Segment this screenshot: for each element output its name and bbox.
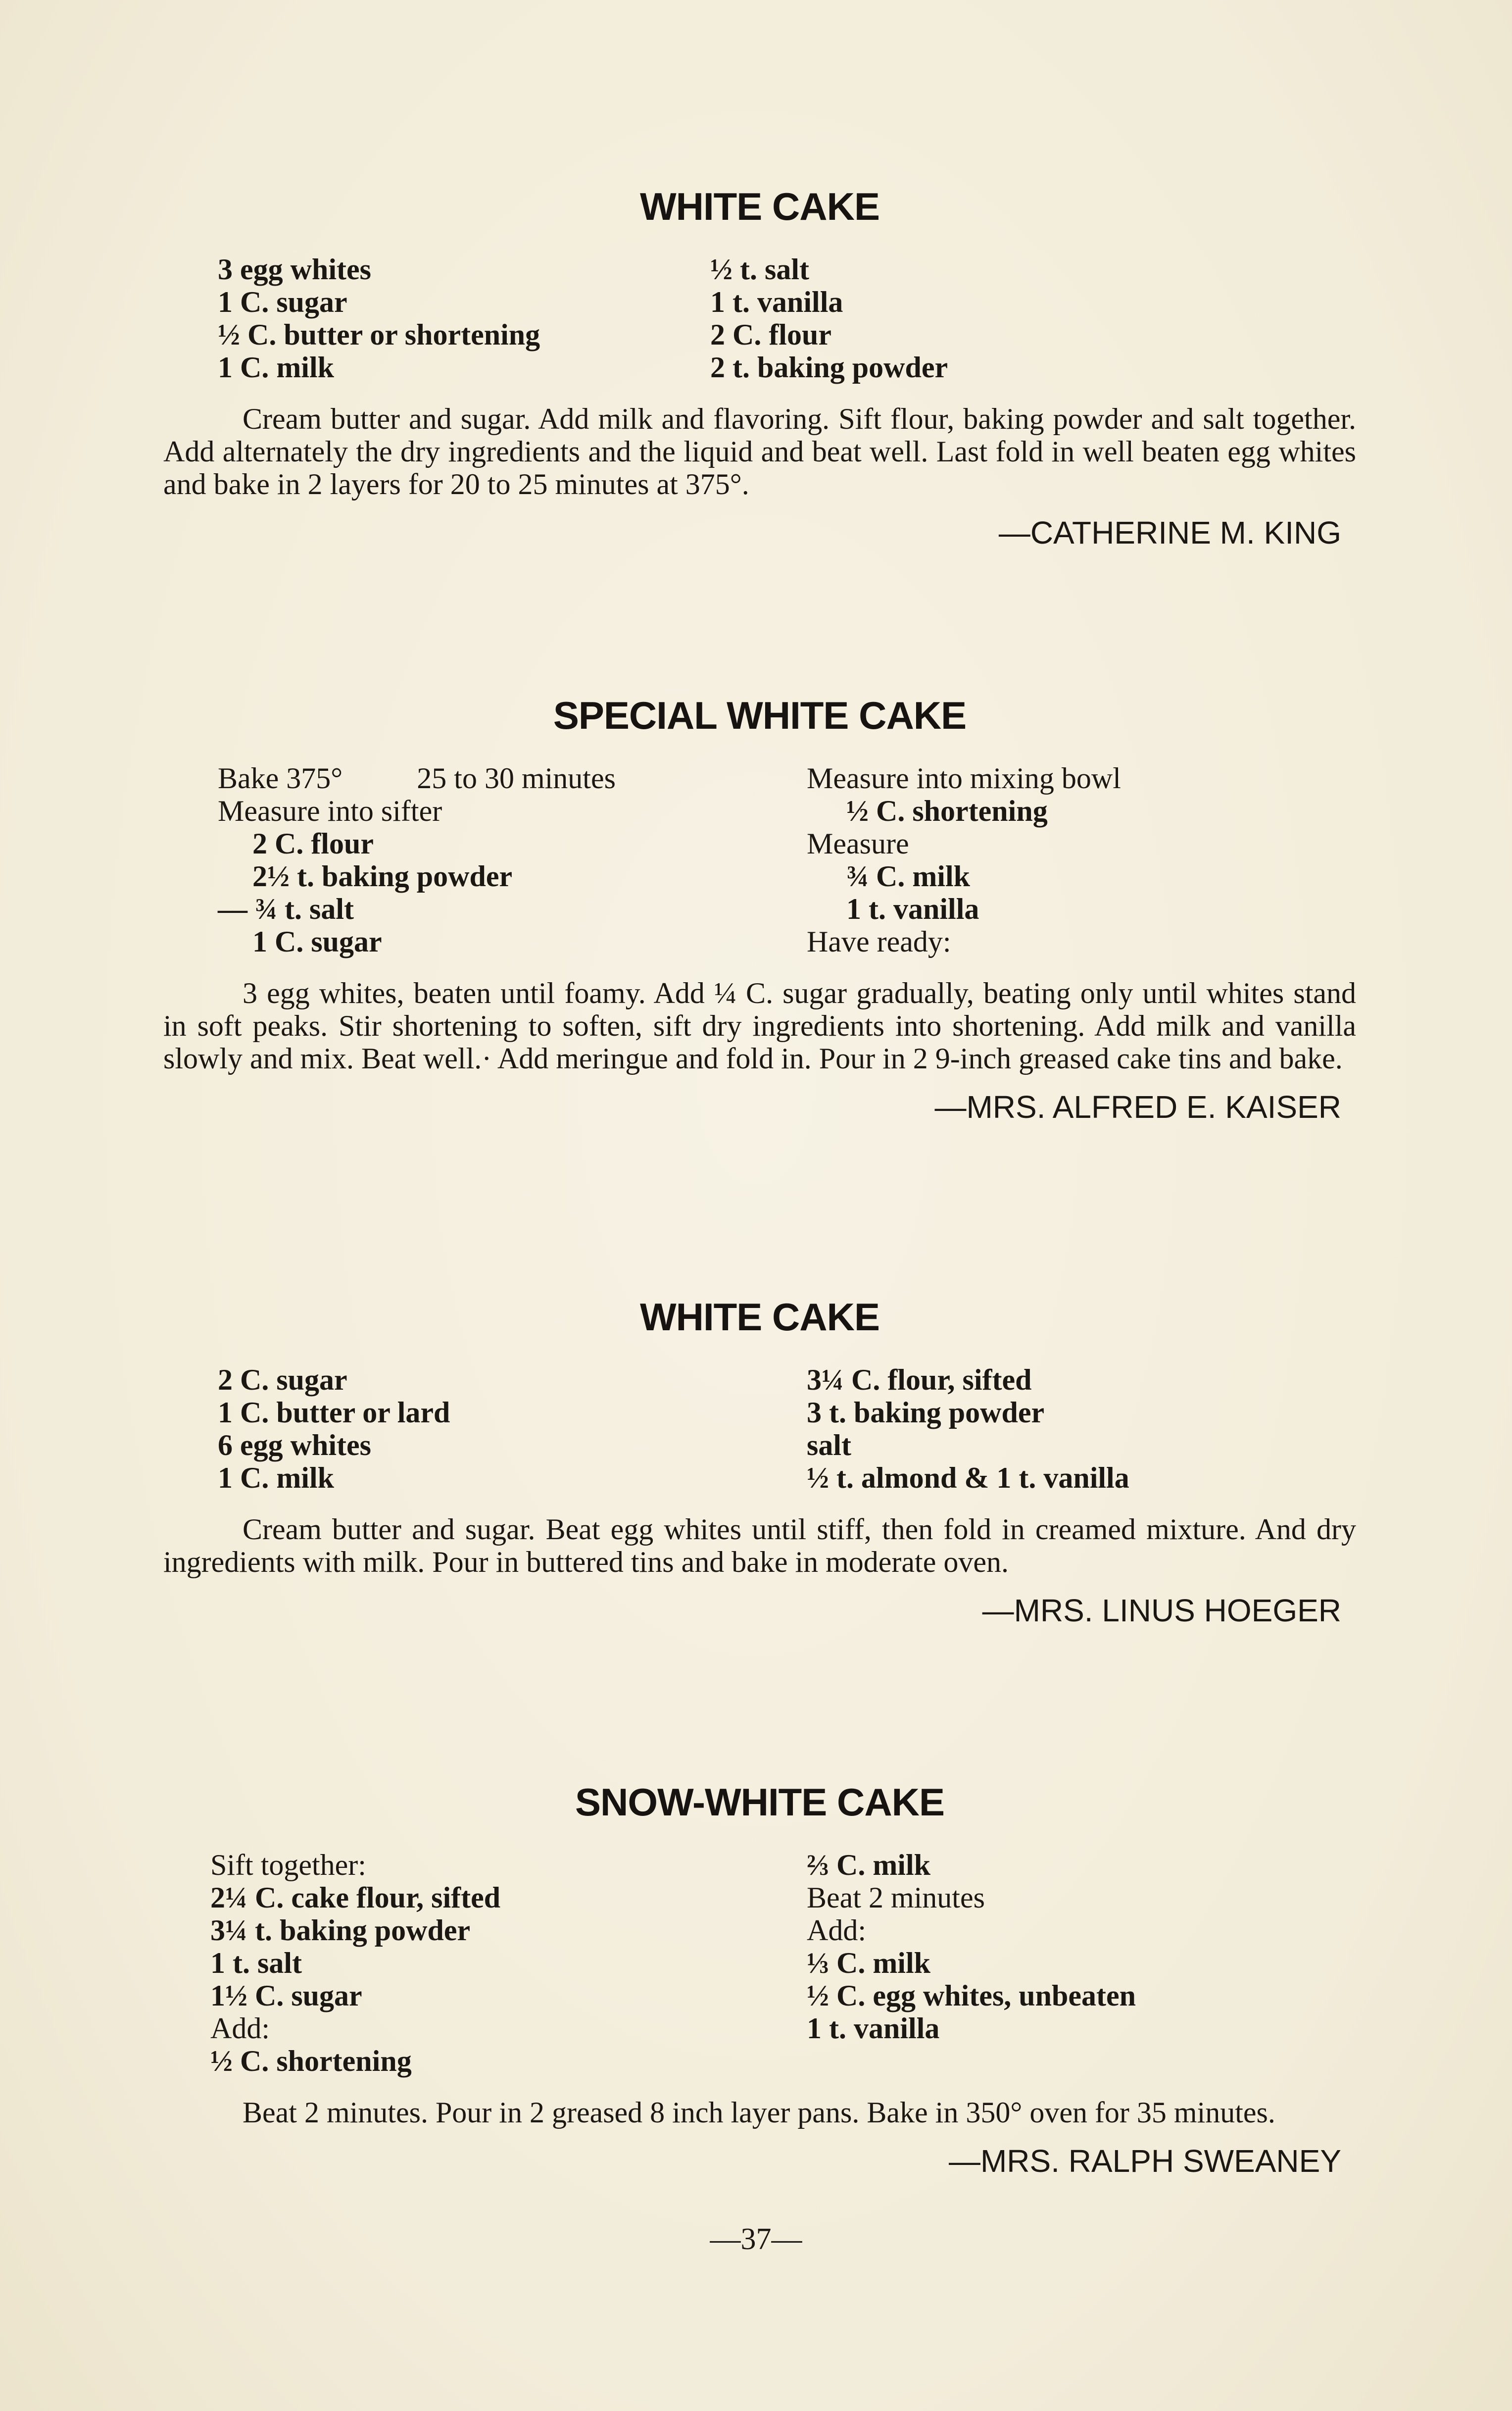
recipe-author: —MRS. RALPH SWEANEY bbox=[948, 2143, 1341, 2179]
ingredient-heading: Measure bbox=[807, 827, 909, 860]
ingredient-item: 1 C. butter or lard bbox=[218, 1396, 450, 1429]
recipe-directions: Cream butter and sugar. Beat egg whites until stiff, then fold in creamed mixture. And dry ingredients with milk. Pour in buttered tins and bake in moderate oven. bbox=[163, 1513, 1356, 1578]
ingredient-item: 1 t. vanilla bbox=[710, 286, 843, 318]
ingredient-item: 1 C. milk bbox=[218, 1461, 335, 1494]
ingredient-item: ½ t. salt bbox=[710, 253, 809, 286]
ingredient-item: 6 egg whites bbox=[218, 1429, 371, 1461]
recipe-title: SPECIAL WHITE CAKE bbox=[553, 694, 967, 737]
ingredient-item: 3 egg whites bbox=[218, 253, 371, 286]
ingredient-item: 2 C. sugar bbox=[218, 1363, 347, 1396]
ingredient-item: 2¼ C. cake flour, sifted bbox=[210, 1881, 501, 1914]
ingredient-item: ⅔ C. milk bbox=[807, 1849, 931, 1881]
ingredient-item: ½ C. butter or shortening bbox=[218, 318, 540, 351]
ingredients-right bbox=[703, 253, 948, 384]
ingredients-right bbox=[807, 1363, 1129, 1494]
ingredient-item: 1 C. milk bbox=[218, 351, 335, 384]
page-number: —37— bbox=[710, 2222, 802, 2256]
ingredient-heading: Measure into mixing bowl bbox=[807, 762, 1121, 795]
ingredient-item: ½ t. almond & 1 t. vanilla bbox=[807, 1461, 1129, 1494]
ingredient-item: 1 t. vanilla bbox=[846, 893, 979, 925]
recipe-directions: Beat 2 minutes. Pour in 2 greased 8 inch layer pans. Bake in 350° oven for 35 minutes. bbox=[243, 2096, 1275, 2129]
ingredient-item: 1 t. salt bbox=[210, 1947, 302, 1979]
recipe-title: WHITE CAKE bbox=[640, 1295, 879, 1339]
ingredient-item: 2 C. flour bbox=[252, 827, 374, 860]
ingredient-columns bbox=[163, 1849, 1356, 2077]
recipe-white-cake-1 bbox=[163, 184, 1356, 551]
ingredient-heading: Add: bbox=[210, 2012, 270, 2045]
ingredient-item: 3 t. baking powder bbox=[807, 1396, 1045, 1429]
ingredient-columns bbox=[163, 1363, 1356, 1494]
recipe-directions: 3 egg whites, beaten until foamy. Add ¼ C. sugar gradually, beating only until whites stand in soft peaks. Stir shortening to soften, sift dry ingredients into shortening. Add milk and vanilla slowly and mix. Beat well.· Add meringue and fold in. Pour in 2 9-inch greased cake tins and bake. bbox=[163, 977, 1356, 1075]
ingredient-item: salt bbox=[807, 1429, 851, 1461]
recipe-snow-white-cake bbox=[163, 1780, 1356, 2179]
ingredient-item: 2 C. flour bbox=[710, 318, 831, 351]
ingredient-item: 1 C. sugar bbox=[218, 286, 347, 318]
recipe-author: —MRS. LINUS HOEGER bbox=[982, 1593, 1341, 1628]
ingredient-item: 1 C. sugar bbox=[252, 925, 382, 958]
recipe-white-cake-2 bbox=[163, 1295, 1356, 1629]
recipe-title: SNOW-WHITE CAKE bbox=[575, 1780, 945, 1824]
ingredient-heading: Sift together: bbox=[210, 1849, 366, 1881]
recipe-author: —CATHERINE M. KING bbox=[998, 515, 1341, 551]
ingredient-item: 2½ t. baking powder bbox=[252, 860, 513, 893]
ingredients-left bbox=[163, 762, 807, 958]
ingredient-item: 2 t. baking powder bbox=[710, 351, 948, 384]
ingredient-heading: Beat 2 minutes bbox=[807, 1881, 985, 1914]
bake-instruction: Bake 375° 25 to 30 minutes bbox=[218, 762, 616, 795]
recipe-title: WHITE CAKE bbox=[640, 185, 879, 228]
ingredient-heading: Add: bbox=[807, 1914, 866, 1947]
ingredient-item: ½ C. shortening bbox=[846, 795, 1048, 827]
ingredient-columns bbox=[163, 762, 1356, 958]
recipe-special-white-cake bbox=[163, 693, 1356, 1125]
ingredient-heading: Have ready: bbox=[807, 925, 951, 958]
ingredient-item: ½ C. egg whites, unbeaten bbox=[807, 1979, 1136, 2012]
ingredient-heading: Measure into sifter bbox=[218, 795, 442, 827]
ingredient-item: ⅓ C. milk bbox=[807, 1947, 931, 1979]
ingredients-left bbox=[163, 1363, 807, 1494]
ingredients-left bbox=[163, 1849, 807, 2077]
ingredient-item: 1 t. vanilla bbox=[807, 2012, 940, 2045]
ingredients-right bbox=[807, 762, 1121, 958]
ingredients-right bbox=[807, 1849, 1136, 2077]
ingredient-item: ½ C. shortening bbox=[210, 2045, 412, 2077]
ingredient-columns bbox=[163, 253, 1356, 384]
ingredient-item: 3¼ t. baking powder bbox=[210, 1914, 471, 1947]
recipe-directions: Cream butter and sugar. Add milk and flavoring. Sift flour, baking powder and salt together. Add alternately the dry ingredients and the liquid and beat well. Last fold in well beaten egg whites and bake in 2 layers for 20 to 25 minutes at 375°. bbox=[163, 402, 1356, 501]
ingredient-item: ¾ C. milk bbox=[846, 860, 971, 893]
ingredients-left bbox=[163, 253, 703, 384]
ingredient-item: 3¼ C. flour, sifted bbox=[807, 1363, 1032, 1396]
recipe-author: —MRS. ALFRED E. KAISER bbox=[934, 1089, 1341, 1125]
ingredient-item: 1½ C. sugar bbox=[210, 1979, 362, 2012]
ingredient-item: –– ¾ t. salt bbox=[218, 893, 354, 925]
